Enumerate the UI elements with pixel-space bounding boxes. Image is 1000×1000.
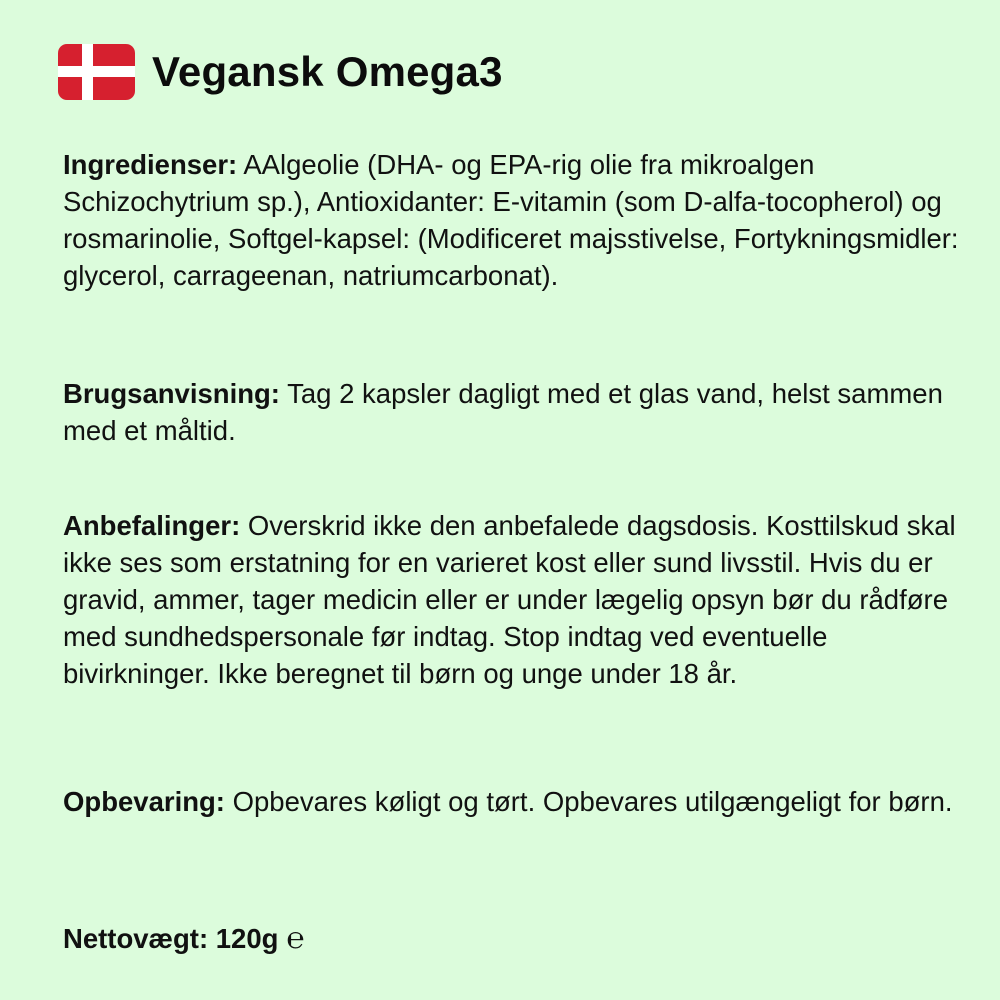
estimated-sign-icon: ℮	[286, 921, 305, 956]
usage-label: Brugsanvisning:	[63, 378, 280, 409]
usage-text: Tag 2 kapsler dagligt med et glas vand, helst sammen med et måltid.	[63, 378, 943, 446]
net-weight-section	[63, 920, 963, 957]
storage-text: Opbevares køligt og tørt. Opbevares utilgængeligt for børn.	[224, 786, 953, 817]
usage-section	[63, 375, 963, 449]
storage-label: Opbevaring:	[63, 786, 225, 817]
ingredients-label: Ingredienser:	[63, 149, 238, 180]
recommendations-label: Anbefalinger:	[63, 510, 241, 541]
header	[58, 44, 503, 100]
recommendations-text: Overskrid ikke den anbefalede dagsdosis. Kosttilskud skal ikke ses som erstatning for en varieret kost eller sund livsstil. Hvis du er gravid, ammer, tager medicin eller er under lægelig opsyn bør du rådføre med sundhedspersonale før indtag. Stop indtag ved eventuelle bivirkninger. Ikke beregnet til børn og unge under 18 år.	[63, 510, 956, 689]
flag-cross-horizontal	[58, 66, 135, 77]
ingredients-section	[63, 146, 963, 294]
net-weight-label: Nettovægt: 120g	[63, 923, 279, 954]
storage-section	[63, 783, 963, 820]
page-title: Vegansk Omega3	[152, 48, 503, 95]
denmark-flag-icon	[58, 44, 135, 100]
ingredients-text: AAlgeolie (DHA- og EPA-rig olie fra mikroalgen Schizochytrium sp.), Antioxidanter: E-vitamin (som D-alfa-tocopherol) og rosmarinolie, Softgel-kapsel: (Modificeret majsstivelse, Fortykningsmidler: glycerol, carrageenan, natriumcarbonat).	[63, 149, 959, 291]
recommendations-section	[63, 507, 963, 692]
